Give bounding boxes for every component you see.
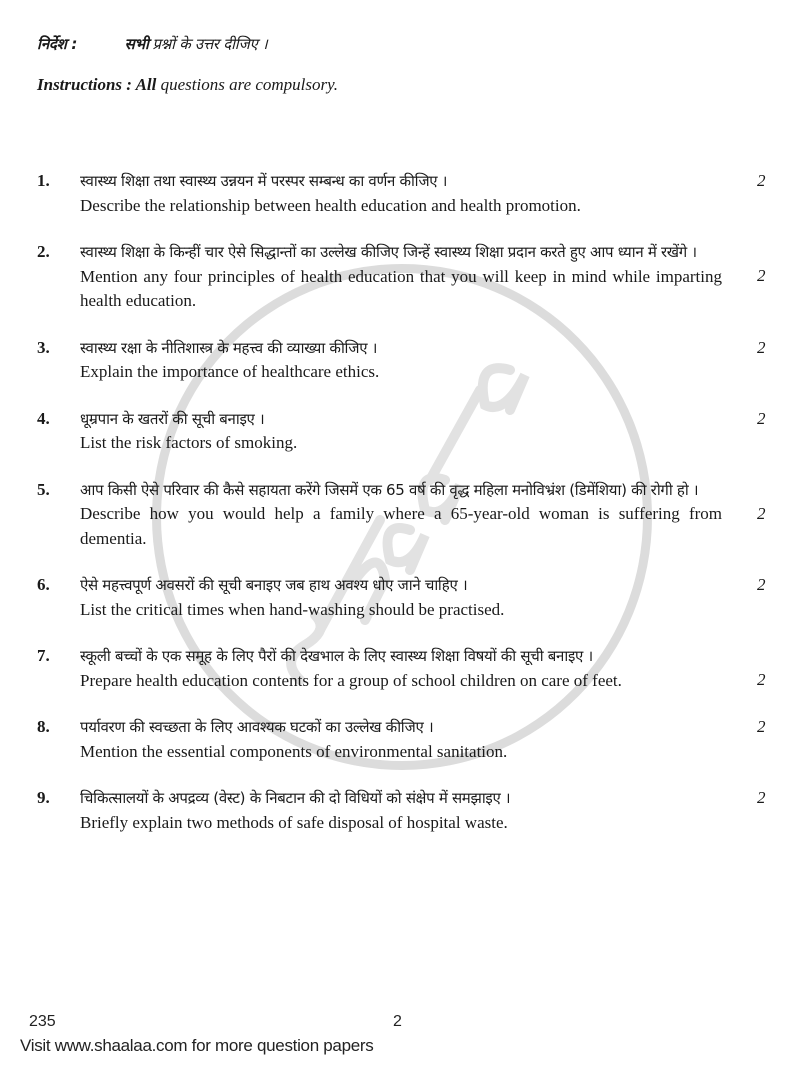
question-6 — [37, 573, 767, 622]
question-8 — [37, 715, 767, 764]
question-5 — [37, 478, 767, 552]
question-marks: 2 — [757, 503, 766, 523]
question-marks: 2 — [757, 171, 766, 190]
question-hindi: स्वास्थ्य शिक्षा तथा स्वास्थ्य उन्नयन में परस्पर सम्बन्ध का वर्णन कीजिए । — [80, 172, 448, 190]
question-hindi: ऐसे महत्त्वपूर्ण अवसरों की सूची बनाइए जब हाथ अवश्य धोए जाने चाहिए । — [80, 576, 468, 594]
hindi-instructions-bold: सभी — [124, 35, 149, 53]
question-number: 9. — [37, 788, 50, 807]
question-2 — [37, 240, 767, 314]
question-number: 2. — [37, 242, 50, 261]
question-hindi: स्वास्थ्य शिक्षा के किन्हीं चार ऐसे सिद्धान्तों का उल्लेख कीजिए जिन्हें स्वास्थ्य शिक्षा प्रदान करते हुए आप ध्यान में रखेंगे । — [80, 243, 697, 261]
question-body — [80, 573, 722, 622]
question-marks: 2 — [757, 266, 766, 285]
question-number: 7. — [37, 646, 50, 665]
question-number: 6. — [37, 575, 50, 594]
question-marks: 2 — [757, 670, 766, 689]
visit-link[interactable]: Visit www.shaalaa.com for more question papers — [20, 1036, 374, 1055]
question-7 — [37, 644, 767, 693]
english-instructions-label: Instructions : All — [37, 75, 157, 94]
question-body — [80, 786, 722, 835]
question-english: Describe the relationship between health education and health promotion. — [80, 195, 581, 215]
question-marks: 2 — [757, 788, 766, 807]
question-1 — [37, 169, 767, 218]
question-body — [80, 407, 722, 456]
question-9 — [37, 786, 767, 835]
question-body — [80, 715, 722, 764]
question-number: 8. — [37, 717, 50, 736]
question-hindi: आप किसी ऐसे परिवार की कैसे सहायता करेंगे जिसमें एक 65 वर्ष की वृद्ध महिला मनोविभ्रंश (डिमेंशिया) की रोगी हो । — [80, 480, 699, 499]
question-english: Prepare health education contents for a group of school children on care of feet. — [80, 670, 622, 690]
english-instructions-text: questions are compulsory. — [160, 75, 338, 94]
hindi-instructions — [37, 33, 267, 56]
question-number: 5. — [37, 479, 50, 499]
question-marks: 2 — [757, 717, 766, 736]
question-number: 4. — [37, 408, 50, 428]
question-hindi: पर्यावरण की स्वच्छता के लिए आवश्यक घटकों का उल्लेख कीजिए । — [80, 718, 434, 736]
question-english: List the risk factors of smoking. — [80, 433, 298, 452]
english-instructions — [37, 74, 338, 96]
question-english: Explain the importance of healthcare ethics. — [80, 362, 380, 381]
question-body — [80, 644, 722, 693]
question-english: Briefly explain two methods of safe disposal of hospital waste. — [80, 812, 508, 832]
question-3 — [37, 336, 767, 385]
question-hindi: स्वास्थ्य रक्षा के नीतिशास्त्र के महत्त्व की व्याख्या कीजिए । — [80, 338, 378, 357]
question-marks: 2 — [757, 337, 766, 357]
question-english: List the critical times when hand-washing should be practised. — [80, 599, 505, 619]
question-body — [80, 240, 722, 314]
question-hindi: चिकित्सालयों के अपद्रव्य (वेस्ट) के निबटान की दो विधियों को संक्षेप में समझाइए । — [80, 789, 511, 807]
question-english: Describe how you would help a family where a 65-year-old woman is suffering from dementia. — [80, 504, 722, 548]
hindi-instructions-text: प्रश्नों के उत्तर दीजिए । — [152, 35, 268, 53]
question-number: 1. — [37, 171, 50, 190]
hindi-instructions-label: निर्देश : — [37, 35, 78, 53]
question-body — [80, 478, 722, 552]
page-number: 2 — [393, 1013, 402, 1030]
question-marks: 2 — [757, 575, 766, 594]
question-hindi: धूम्रपान के खतरों की सूची बनाइए । — [80, 409, 265, 428]
question-english: Mention the essential components of environmental sanitation. — [80, 741, 508, 761]
question-hindi: स्कूली बच्चों के एक समूह के लिए पैरों की देखभाल के लिए स्वास्थ्य शिक्षा विषयों की सूची बनाइए । — [80, 647, 593, 665]
question-marks: 2 — [757, 408, 766, 428]
question-4 — [37, 407, 767, 456]
question-body — [80, 169, 722, 218]
paper-code: 235 — [29, 1013, 56, 1030]
question-english: Mention any four principles of health education that you will keep in mind while imparting health education. — [80, 266, 722, 310]
question-number: 3. — [37, 337, 50, 357]
question-body — [80, 336, 722, 385]
question-list — [37, 169, 767, 857]
